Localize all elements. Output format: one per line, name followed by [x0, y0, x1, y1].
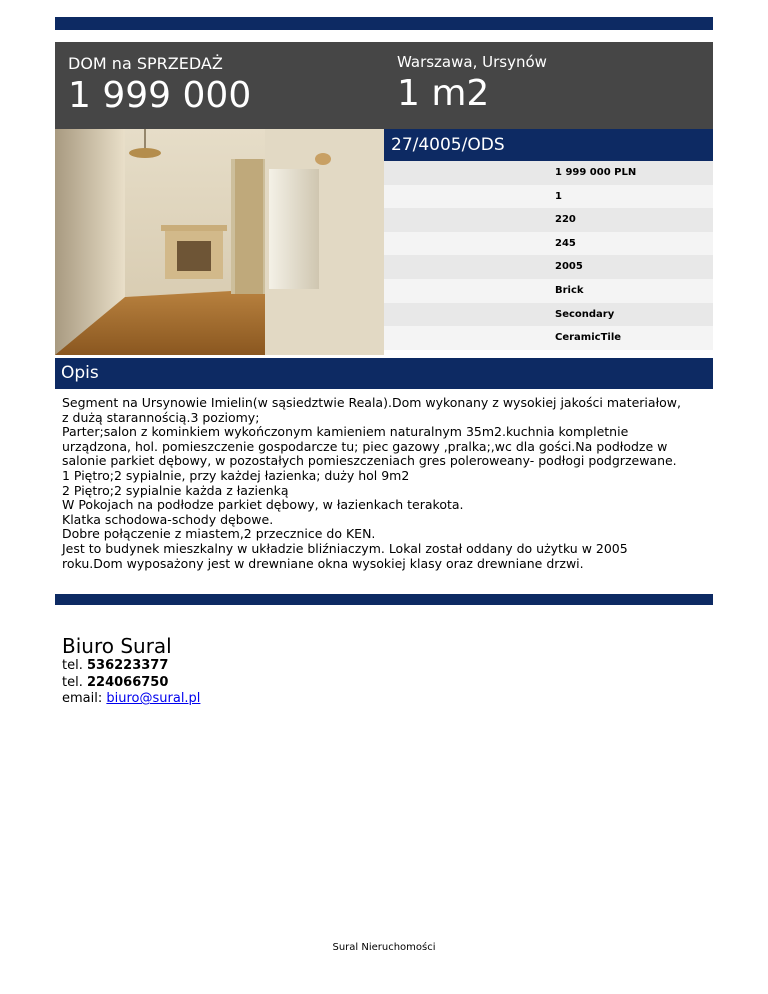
email-link[interactable]: biuro@sural.pl — [106, 691, 201, 706]
header-right — [397, 52, 547, 114]
description-line: Klatka schodowa-schody dębowe. — [62, 511, 274, 527]
property-photo — [55, 129, 384, 355]
phone-line-2 — [62, 675, 200, 692]
email-line — [62, 691, 200, 708]
description-line: Jest to budynek mieszkalny w układzie bliźniaczym. Lokal został oddany do użytku w 2005 — [62, 540, 628, 556]
description-heading: Opis — [55, 358, 713, 389]
detail-market: Secondary — [384, 303, 713, 327]
page-footer: Sural Nieruchomości — [332, 942, 436, 953]
property-price: 1 999 000 — [68, 75, 252, 116]
contact-block — [62, 634, 200, 708]
tel-label: tel. — [62, 658, 83, 673]
living-room-photo-image — [55, 129, 384, 355]
listing-reference: 27/4005/ODS — [384, 129, 713, 161]
phone-number-1: 536223377 — [86, 658, 169, 673]
description-line: Dobre połączenie z miastem,2 przecznice do KEN. — [62, 526, 376, 542]
header-left — [68, 54, 251, 116]
description-line: 1 Piętro;2 sypialnie, przy każdej łazienka; duży hol 9m2 — [62, 467, 410, 483]
detail-year: 2005 — [384, 255, 713, 279]
property-location: Warszawa, Ursynów — [397, 53, 547, 71]
phone-line-1 — [62, 658, 200, 675]
description-line: Parter;salon z kominkiem wykończonym kamieniem naturalnym 35m2.kuchnia kompletnie — [62, 424, 629, 440]
description-line: urządzona, hol. pomieszczenie gospodarcze tu; piec gazowy ,pralka;,wc dla gości.Na podłodze w — [62, 438, 668, 454]
property-area: 1 m2 — [397, 73, 490, 114]
detail-plot: 245 — [384, 232, 713, 256]
detail-price: 1 999 000 PLN — [384, 161, 713, 185]
detail-area: 220 — [384, 208, 713, 232]
section-divider-bar — [55, 594, 713, 605]
description-line: 2 Piętro;2 sypialnie każda z łazienką — [62, 482, 289, 498]
tel-label: tel. — [62, 674, 83, 690]
description-line: roku.Dom wyposażony jest w drewniane okna wysokiej klasy oraz drewniane drzwi. — [62, 555, 584, 571]
listing-header — [55, 42, 713, 129]
description-line: W Pokojach na podłodze parkiet dębowy, w łazienkach terakota. — [62, 497, 464, 513]
top-banner-bar — [55, 17, 713, 30]
description-line: salonie parkiet dębowy, w pozostałych pomieszczeniach gres poleroweany- podłogi podgrzewane. — [62, 453, 677, 469]
detail-material: Brick — [384, 279, 713, 303]
details-table — [384, 161, 713, 350]
description-line: Segment na Ursynowie Imielin(w sąsiedztwie Reala).Dom wykonany z wysokiej jakości materiałow, — [62, 395, 681, 410]
description-line: z dużą starannością.3 poziomy; — [62, 409, 260, 425]
phone-number-2: 224066750 — [86, 674, 169, 690]
detail-rooms: 1 — [384, 185, 713, 209]
description-text — [62, 396, 707, 571]
email-label: email: — [62, 691, 103, 706]
detail-flooring: CeramicTile — [384, 326, 713, 350]
agency-name: Biuro Sural — [62, 634, 172, 658]
property-type: DOM na SPRZEDAŻ — [68, 54, 223, 73]
